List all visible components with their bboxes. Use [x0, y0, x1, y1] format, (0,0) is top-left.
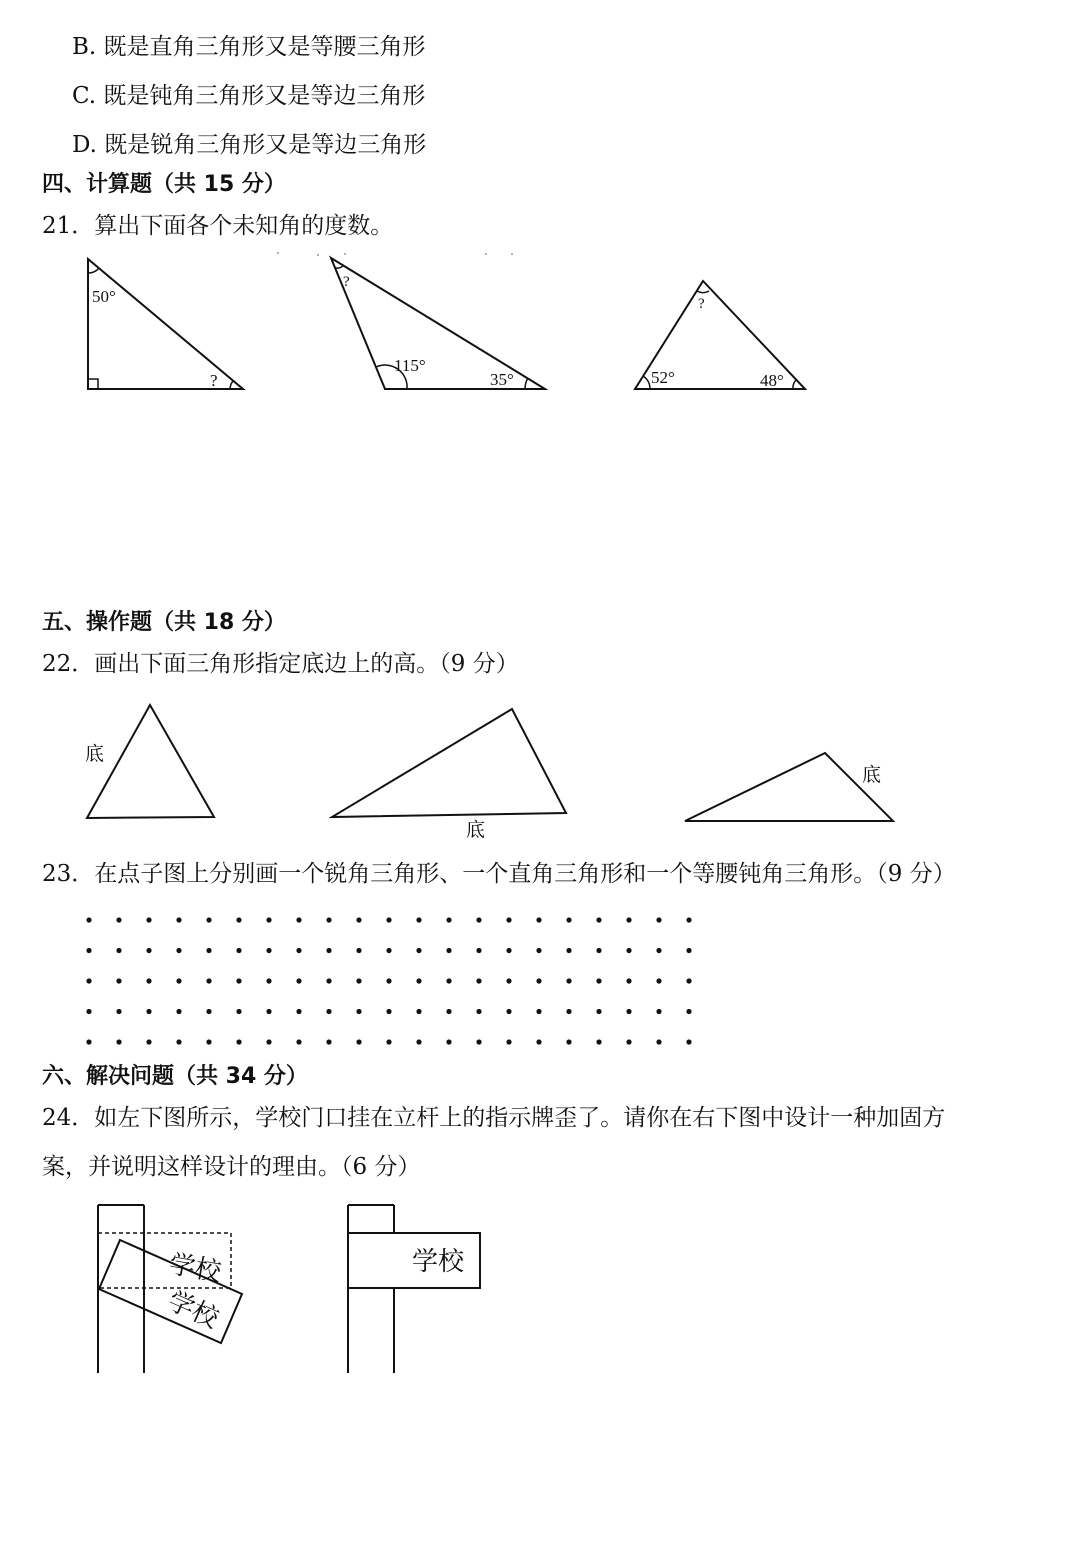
grid-dot: [686, 1039, 691, 1044]
grid-dot: [266, 978, 271, 983]
grid-dot: [686, 978, 691, 983]
grid-dot: [386, 1039, 391, 1044]
tri2-angle-top: ?: [343, 274, 350, 290]
grid-dot: [386, 917, 391, 922]
grid-dot: [416, 978, 421, 983]
option-d-text: 既是锐角三角形又是等边三角形: [104, 132, 427, 158]
grid-dot: [506, 1009, 511, 1014]
grid-dot: [446, 1009, 451, 1014]
grid-dot: [416, 1039, 421, 1044]
grid-dot: [446, 1039, 451, 1044]
grid-dot: [446, 978, 451, 983]
grid-dot: [326, 948, 331, 953]
grid-dot: [656, 948, 661, 953]
grid-dot: [566, 948, 571, 953]
grid-dot: [176, 948, 181, 953]
sign-text-crooked: 学校: [163, 1285, 223, 1334]
tri1-angle-top: 50°: [92, 287, 116, 306]
grid-dot: [116, 1039, 121, 1044]
grid-dot: [266, 917, 271, 922]
base-label-1: 底: [85, 744, 105, 765]
grid-dot: [266, 1039, 271, 1044]
grid-dot: [656, 978, 661, 983]
grid-dot: [296, 1039, 301, 1044]
section5-heading: 五、操作题（共 18 分）: [42, 610, 286, 635]
grid-dot: [536, 978, 541, 983]
tri3-angle-top: ?: [698, 296, 705, 312]
grid-dot: [176, 978, 181, 983]
option-d-letter: D.: [72, 132, 97, 158]
grid-dot: [326, 1039, 331, 1044]
grid-dot: [86, 948, 91, 953]
grid-dot: [476, 1009, 481, 1014]
grid-dot: [626, 1039, 631, 1044]
sign-crooked-figure: [98, 1205, 242, 1373]
q22-triangle-1: [87, 705, 214, 818]
grid-dot: [566, 978, 571, 983]
section4-heading: 四、计算题（共 15 分）: [42, 172, 286, 197]
grid-dot: [326, 1009, 331, 1014]
grid-dot: [566, 917, 571, 922]
grid-dot: [596, 948, 601, 953]
grid-dot: [206, 917, 211, 922]
grid-dot: [506, 917, 511, 922]
grid-dot: [356, 948, 361, 953]
grid-dot: [266, 948, 271, 953]
grid-dot: [656, 1009, 661, 1014]
question-21: 21．算出下面各个未知角的度数。: [42, 213, 394, 239]
grid-dot: [356, 1009, 361, 1014]
question-24-line2: 案，并说明这样设计的理由。（6 分）: [42, 1154, 421, 1180]
grid-dot: [146, 917, 151, 922]
grid-dot: [506, 978, 511, 983]
tri1-angle-right: ?: [210, 371, 218, 390]
grid-dot: [566, 1009, 571, 1014]
grid-dot: [236, 948, 241, 953]
option-c-text: 既是钝角三角形又是等边三角形: [103, 83, 426, 109]
grid-dot: [446, 948, 451, 953]
grid-dot: [176, 1039, 181, 1044]
grid-dot: [86, 1009, 91, 1014]
grid-dot: [566, 1039, 571, 1044]
grid-dot: [146, 1039, 151, 1044]
grid-dot: [476, 917, 481, 922]
section6-heading: 六、解决问题（共 34 分）: [42, 1064, 308, 1089]
grid-dot: [476, 948, 481, 953]
option-b-letter: B.: [72, 34, 97, 60]
grid-dot: [536, 1039, 541, 1044]
grid-dot: [416, 948, 421, 953]
grid-dot: [476, 978, 481, 983]
q22-triangle-3: [685, 753, 893, 821]
grid-dot: [656, 1039, 661, 1044]
grid-dot: [326, 978, 331, 983]
grid-dot: [386, 1009, 391, 1014]
grid-dot: [476, 1039, 481, 1044]
grid-dot: [536, 948, 541, 953]
sign-text-dashed: 学校: [166, 1249, 224, 1287]
base-label-3: 底: [862, 765, 882, 786]
sign-text-straight: 学校: [412, 1247, 465, 1276]
grid-dot: [596, 978, 601, 983]
grid-dot: [146, 948, 151, 953]
grid-dot: [446, 917, 451, 922]
question-23: 23．在点子图上分别画一个锐角三角形、一个直角三角形和一个等腰钝角三角形。（9 分）: [42, 861, 956, 887]
grid-dot: [206, 1039, 211, 1044]
q22-triangle-2: [332, 709, 566, 817]
grid-dot: [626, 1009, 631, 1014]
tri3-angle-right: 48°: [760, 371, 784, 390]
grid-dot: [416, 917, 421, 922]
grid-dot: [116, 1009, 121, 1014]
grid-dot: [326, 917, 331, 922]
grid-dot: [506, 948, 511, 953]
grid-dot: [596, 917, 601, 922]
grid-dot: [176, 917, 181, 922]
grid-dot: [116, 917, 121, 922]
grid-dot: [686, 948, 691, 953]
grid-dot: [116, 948, 121, 953]
base-label-2: 底: [466, 820, 486, 841]
grid-dot: [296, 978, 301, 983]
grid-dot: [206, 1009, 211, 1014]
grid-dot: [266, 1009, 271, 1014]
tri2-angle-left: 115°: [394, 356, 426, 375]
grid-dot: [296, 948, 301, 953]
option-c-letter: C.: [72, 83, 97, 109]
dot-grid: [86, 917, 691, 1044]
scan-specks: [277, 252, 513, 256]
grid-dot: [116, 978, 121, 983]
grid-dot: [206, 948, 211, 953]
grid-dot: [356, 1039, 361, 1044]
grid-dot: [206, 978, 211, 983]
grid-dot: [236, 917, 241, 922]
grid-dot: [296, 917, 301, 922]
question-22: 22．画出下面三角形指定底边上的高。（9 分）: [42, 651, 519, 677]
grid-dot: [656, 917, 661, 922]
grid-dot: [86, 978, 91, 983]
grid-dot: [236, 1039, 241, 1044]
grid-dot: [626, 948, 631, 953]
grid-dot: [536, 917, 541, 922]
grid-dot: [416, 1009, 421, 1014]
grid-dot: [86, 917, 91, 922]
grid-dot: [146, 1009, 151, 1014]
grid-dot: [356, 978, 361, 983]
grid-dot: [386, 978, 391, 983]
grid-dot: [626, 978, 631, 983]
grid-dot: [356, 917, 361, 922]
option-b-text: 既是直角三角形又是等腰三角形: [103, 34, 426, 60]
tri3-angle-left: 52°: [651, 368, 675, 387]
grid-dot: [386, 948, 391, 953]
tri2-angle-right: 35°: [490, 370, 514, 389]
grid-dot: [596, 1039, 601, 1044]
grid-dot: [626, 917, 631, 922]
grid-dot: [86, 1039, 91, 1044]
grid-dot: [296, 1009, 301, 1014]
grid-dot: [236, 978, 241, 983]
grid-dot: [176, 1009, 181, 1014]
grid-dot: [536, 1009, 541, 1014]
grid-dot: [506, 1039, 511, 1044]
grid-dot: [146, 978, 151, 983]
grid-dot: [686, 917, 691, 922]
sign-straight-figure: [348, 1205, 480, 1373]
triangle-1: [88, 259, 243, 389]
grid-dot: [236, 1009, 241, 1014]
grid-dot: [596, 1009, 601, 1014]
question-24-line1: 24．如左下图所示，学校门口挂在立杆上的指示牌歪了。请你在右下图中设计一种加固方: [42, 1105, 946, 1131]
grid-dot: [686, 1009, 691, 1014]
